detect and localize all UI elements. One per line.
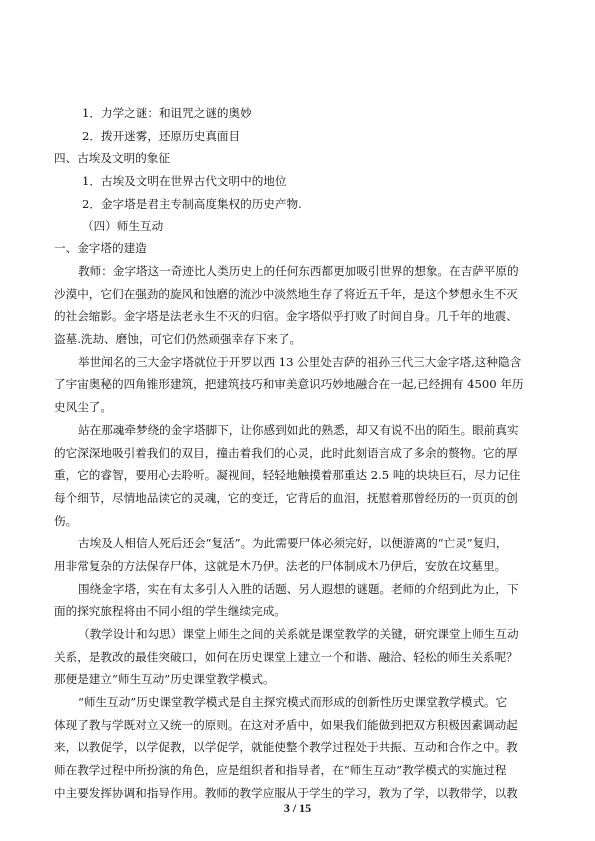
paragraph-line: 盗墓.洗劫、磨蚀，可它们仍然顽强幸存下来了。 [54, 332, 302, 346]
paragraph-line: （教学设计和勾思）课堂上师生之间的关系就是课堂教学的关键，研究课堂上师生互动 [78, 627, 519, 641]
paragraph-line: 史风尘了。 [54, 400, 112, 414]
section-heading: 一、金字塔的建造 [54, 241, 147, 255]
paragraph-line: 沙漠中，它们在强劲的旋风和蚀磨的流沙中淡然地生存了将近五千年，是这个梦想永生不灭 [54, 287, 518, 301]
paragraph-line: 站在那魂牵梦绕的金字塔脚下，让你感到如此的熟悉，却又有说不出的陌生。眼前真实 [78, 423, 519, 437]
paragraph-line: 用非常复杂的方法保存尸体，这就是木乃伊。法老的尸体制成木乃伊后，安放在坟墓里。 [54, 559, 507, 573]
paragraph-line: 关系，是教改的最佳突破口，如何在历史课堂上建立一个和谐、融洽、轻松的师生关系呢？ [54, 650, 518, 664]
paragraph-line: 教师：金字塔这一奇迹比人类历史上的任何东西都更加吸引世界的想象。在吉萨平原的 [78, 264, 519, 278]
section-heading: 四、古埃及文明的象征 [54, 151, 170, 165]
paragraph-line: 的社会缩影。金字塔是法老永生不灭的归宿。金字塔似乎打败了时间自身。几千年的地震、 [54, 309, 518, 323]
paragraph-line: 伤。 [54, 514, 78, 528]
paragraph-line: 的它深深地吸引着我们的双目，撞击着我们的心灵，此时此刻语言成了多余的赘物。它的厚 [54, 446, 518, 460]
text-line: 1．力学之谜：和诅咒之谜的奥妙 [82, 106, 252, 120]
text-line: 2．拨开迷雾，还原历史真面目 [82, 129, 241, 143]
section-heading: （四）师生互动 [82, 219, 164, 233]
paragraph-line: 围绕金字塔，实在有太多引人入胜的话题、另人遐想的谜题。老师的介绍到此为止，下 [78, 582, 519, 596]
paragraph-line: 举世闻名的三大金字塔就位于开罗以西 13 公里处吉萨的祖孙三代三大金字塔,这种隐含 [78, 355, 522, 369]
paragraph-line: 那便是建立“师生互动”历史课堂教学模式。 [54, 672, 275, 686]
text-line: 2．金字塔是君主专制高度集权的历史产物. [82, 197, 302, 211]
text-line: 1．古埃及文明在世界古代文明中的地位 [82, 174, 287, 188]
page-number: 3 / 15 [283, 801, 312, 815]
paragraph-line: 每个细节，尽情地品读它的灵魂，它的变迁，它背后的血泪，抚慰着那曾经历的一页页的创 [54, 491, 518, 505]
paragraph-line: 师在教学过程中所扮演的角色，应是组织者和指导者，在“师生互动”教学模式的实施过程 [54, 763, 507, 777]
paragraph-line: 体现了教与学既对立又统一的原则。在这对矛盾中，如果我们能做到把双方积极因素调动起 [54, 718, 518, 732]
paragraph-line: 重，它的睿智，要用心去聆听。凝视间，轻轻地触摸着那重达 2.5 吨的块块巨石，尽力记住 [54, 468, 521, 482]
paragraph-line: 古埃及人相信人死后还会“复活”。为此需要尸体必须完好，以便游离的“亡灵”复归， [78, 536, 508, 550]
paragraph-line: 中主要发挥协调和指导作用。教师的教学应服从于学生的学习，教为了学，以教带学，以教 [54, 786, 518, 800]
paragraph-line: “师生互动”历史课堂教学模式是自主探究模式而形成的创新性历史课堂教学模式。它 [78, 695, 508, 709]
paragraph-line: 面的探究旅程将由不同小组的学生继续完成。 [54, 604, 286, 618]
paragraph-line: 来，以教促学，以学促教，以学促学，就能使整个教学过程处于共振、互动和合作之中。教 [54, 740, 518, 754]
paragraph-line: 了宇宙奥秘的四角锥形建筑，把建筑技巧和审美意识巧妙地融合在一起,已经拥有 4500 年历 [54, 377, 524, 391]
